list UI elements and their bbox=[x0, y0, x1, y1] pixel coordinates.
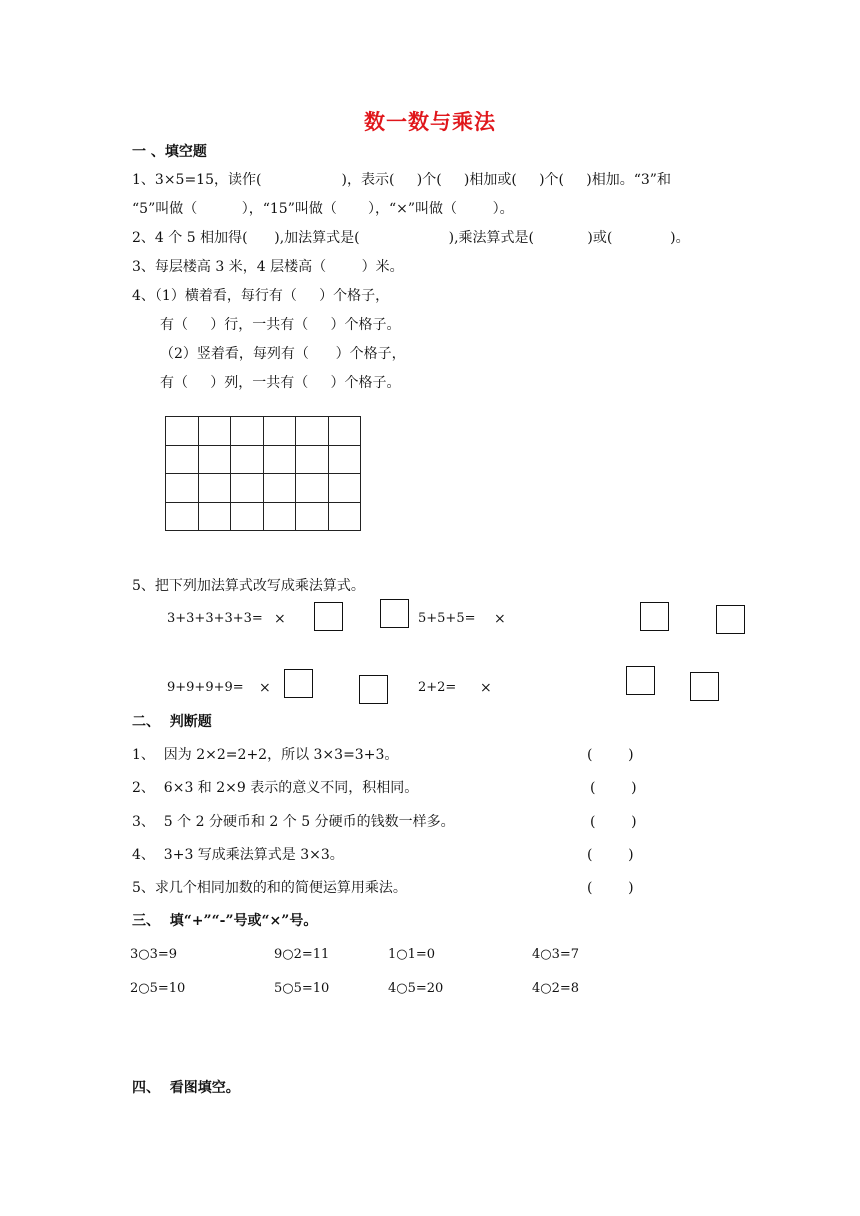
judge-paren-5[interactable]: ( ) bbox=[587, 880, 634, 896]
grid-cell bbox=[166, 417, 199, 446]
exercise-expression: 2+2= bbox=[418, 680, 457, 695]
operator-exercise: 1○1=0 bbox=[388, 947, 436, 962]
operator-exercise: 4○3=7 bbox=[532, 947, 580, 962]
question3: 3、每层楼高 3 米，4 层楼高（ ）米。 bbox=[132, 259, 404, 275]
grid-cell bbox=[328, 417, 361, 446]
grid-cell bbox=[328, 474, 361, 503]
operator-exercise: 4○5=20 bbox=[388, 981, 444, 996]
question1-line1: 1、3×5=15，读作( )，表示( )个( )相加或( )个( )相加。“3”和 bbox=[132, 172, 671, 188]
judge-paren-4[interactable]: ( ) bbox=[587, 847, 634, 863]
judge-item-4: 4、 3+3 写成乘法算式是 3×3。 bbox=[132, 847, 344, 863]
judge-item-2: 2、 6×3 和 2×9 表示的意义不同，积相同。 bbox=[132, 780, 419, 796]
grid-cell bbox=[231, 417, 264, 446]
grid-cell bbox=[198, 474, 231, 503]
grid-cell bbox=[296, 502, 329, 531]
exercise-expression: 5+5+5= bbox=[418, 611, 476, 626]
page-title: 数一数与乘法 bbox=[364, 109, 496, 134]
answer-box[interactable] bbox=[284, 669, 313, 698]
times-sign: × bbox=[494, 611, 506, 627]
operator-exercise: 5○5=10 bbox=[274, 981, 330, 996]
grid-cell bbox=[231, 445, 264, 474]
operator-exercise: 2○5=10 bbox=[130, 981, 186, 996]
judge-item-1: 1、 因为 2×2=2+2，所以 3×3=3+3。 bbox=[132, 747, 399, 763]
grid-cell bbox=[263, 502, 296, 531]
times-sign: × bbox=[274, 611, 286, 627]
question4-line1: 4、（1）横着看，每行有（ ）个格子， bbox=[132, 288, 390, 304]
grid-cell bbox=[198, 502, 231, 531]
section3-heading: 三、 填“+”“-”号或“×”号。 bbox=[132, 913, 318, 929]
question1-line2: “5”叫做（ ），“15”叫做（ ），“×”叫做（ ）。 bbox=[132, 201, 514, 217]
exercise-expression: 3+3+3+3+3= bbox=[167, 611, 263, 626]
grid-cell bbox=[166, 502, 199, 531]
question2: 2、4 个 5 相加得( ),加法算式是( ),乘法算式是( )或( )。 bbox=[132, 230, 690, 246]
grid-cell bbox=[296, 445, 329, 474]
grid-cell bbox=[263, 445, 296, 474]
section4-heading: 四、 看图填空。 bbox=[132, 1080, 240, 1096]
answer-box[interactable] bbox=[314, 602, 343, 631]
times-sign: × bbox=[259, 680, 271, 696]
judge-paren-3[interactable]: ( ) bbox=[590, 814, 637, 830]
answer-box[interactable] bbox=[380, 599, 409, 628]
grid-cell bbox=[231, 474, 264, 503]
question4-line3: （2）竖着看，每列有（ ）个格子， bbox=[160, 346, 406, 362]
judge-item-5: 5、求几个相同加数的和的简便运算用乘法。 bbox=[132, 880, 407, 896]
grid-cell bbox=[296, 474, 329, 503]
question4-line2: 有（ ）行，一共有（ ）个格子。 bbox=[160, 317, 401, 333]
section2-heading: 二、 判断题 bbox=[132, 714, 212, 730]
counting-grid bbox=[165, 416, 361, 531]
judge-paren-2[interactable]: ( ) bbox=[590, 780, 637, 796]
answer-box[interactable] bbox=[690, 672, 719, 701]
operator-exercise: 9○2=11 bbox=[274, 947, 330, 962]
operator-exercise: 4○2=8 bbox=[532, 981, 580, 996]
grid-cell bbox=[296, 417, 329, 446]
times-sign: × bbox=[480, 680, 492, 696]
section1-heading: 一 、填空题 bbox=[132, 144, 207, 160]
judge-item-3: 3、 5 个 2 分硬币和 2 个 5 分硬币的钱数一样多。 bbox=[132, 814, 455, 830]
grid-cell bbox=[198, 445, 231, 474]
grid-cell bbox=[263, 417, 296, 446]
answer-box[interactable] bbox=[640, 602, 669, 631]
exercise-expression: 9+9+9+9= bbox=[167, 680, 244, 695]
grid-cell bbox=[328, 445, 361, 474]
grid-cell bbox=[231, 502, 264, 531]
answer-box[interactable] bbox=[716, 605, 745, 634]
answer-box[interactable] bbox=[359, 675, 388, 704]
question4-line4: 有（ ）列，一共有（ ）个格子。 bbox=[160, 375, 401, 391]
grid-cell bbox=[263, 474, 296, 503]
operator-exercise: 3○3=9 bbox=[130, 947, 178, 962]
grid-cell bbox=[198, 417, 231, 446]
question5: 5、把下列加法算式改写成乘法算式。 bbox=[132, 578, 365, 594]
grid-cell bbox=[328, 502, 361, 531]
answer-box[interactable] bbox=[626, 666, 655, 695]
judge-paren-1[interactable]: ( ) bbox=[587, 747, 634, 763]
grid-cell bbox=[166, 474, 199, 503]
grid-cell bbox=[166, 445, 199, 474]
